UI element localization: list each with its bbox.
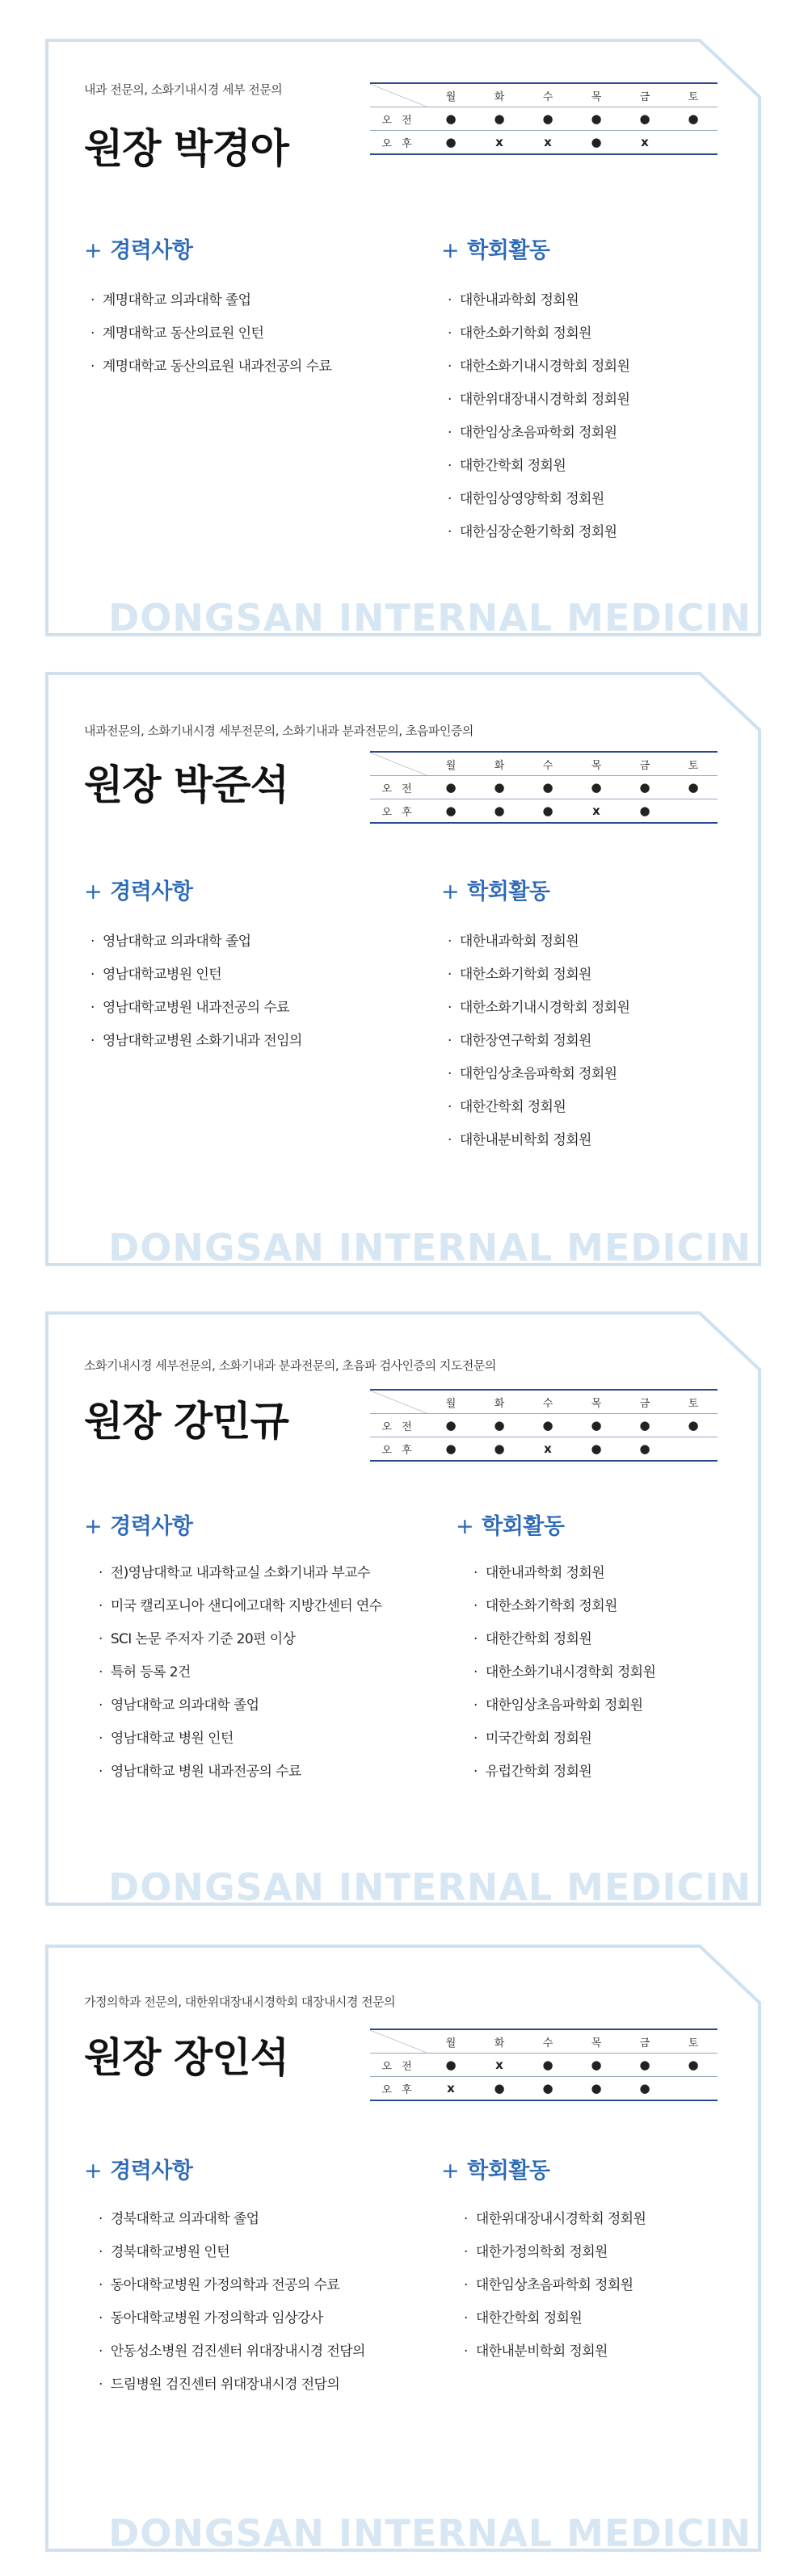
schedule-cell: ●	[475, 107, 524, 131]
schedule-cell: ●	[524, 776, 572, 799]
schedule-cell: ●	[621, 1437, 669, 1462]
society-heading	[456, 1508, 564, 1540]
list-item: · 대한가정의학회 정회원	[464, 2236, 646, 2269]
day-label: 화	[475, 752, 524, 776]
doctor-subtitle: 내과 전문의, 소화기내시경 세부 전문의	[84, 82, 283, 97]
list-item: · SCI 논문 주저자 기준 20편 이상	[99, 1623, 381, 1656]
list-item: · 대한간학회 정회원	[448, 1091, 629, 1124]
career-list	[90, 925, 302, 1058]
day-label: 목	[572, 752, 621, 776]
day-label: 토	[669, 2029, 718, 2054]
society-heading	[441, 233, 549, 264]
watermark: DONGSAN INTERNAL MEDICIN	[108, 596, 751, 640]
list-item: · 대한소화기학회 정회원	[448, 317, 629, 350]
schedule-cell: ●	[475, 776, 524, 799]
list-item: · 대한간학회 정회원	[473, 1623, 655, 1656]
doctor-name: 원장 박경아	[84, 125, 288, 172]
society-heading	[441, 2153, 549, 2184]
society-list	[448, 284, 629, 549]
list-item: · 계명대학교 동산의료원 인턴	[90, 317, 331, 350]
schedule-cell: ●	[621, 1414, 669, 1437]
schedule-cell	[669, 1437, 718, 1462]
list-item: · 대한간학회 정회원	[448, 450, 629, 483]
schedule-pm-row	[370, 799, 718, 824]
list-item: · 미국간학회 정회원	[473, 1722, 655, 1756]
career-heading-label: 경력사항	[110, 238, 193, 263]
career-list	[99, 2203, 365, 2402]
list-item: · 영남대학교 의과대학 졸업	[99, 1689, 381, 1722]
schedule-cell: ●	[427, 1414, 475, 1437]
list-item: · 대한임상영양학회 정회원	[448, 483, 629, 516]
list-item: · 영남대학교 병원 내과전공의 수료	[99, 1756, 381, 1789]
schedule-cell: ●	[621, 2077, 669, 2101]
schedule-corner	[370, 2029, 427, 2054]
plus-icon: +	[84, 238, 103, 263]
schedule-am-row	[370, 107, 718, 131]
career-list	[99, 1557, 381, 1789]
doctor-subtitle: 소화기내시경 세부전문의, 소화기내과 분과전문의, 초음파 검사인증의 지도전문의	[84, 1358, 496, 1373]
schedule-cell: ●	[475, 1437, 524, 1462]
schedule-table	[370, 1389, 718, 1462]
schedule-table	[370, 2028, 718, 2101]
schedule-cell: ●	[621, 107, 669, 131]
schedule-cell: x	[475, 2054, 524, 2077]
schedule-cell: x	[524, 131, 572, 155]
society-heading-label: 학회활동	[467, 879, 550, 904]
am-label: 오 전	[370, 776, 427, 799]
list-item: · 영남대학교 병원 인턴	[99, 1722, 381, 1756]
day-label: 토	[669, 752, 718, 776]
schedule-header-row	[370, 752, 718, 776]
list-item: · 영남대학교 의과대학 졸업	[90, 925, 302, 959]
doctor-name: 원장 장인석	[84, 2034, 288, 2081]
list-item: · 대한소화기내시경학회 정회원	[448, 992, 629, 1025]
schedule-corner	[370, 83, 427, 107]
day-label: 수	[524, 2029, 572, 2054]
list-item: · 동아대학교병원 가정의학과 임상강사	[99, 2302, 365, 2335]
watermark: DONGSAN INTERNAL MEDICIN	[108, 1226, 751, 1269]
doctor-card-1	[45, 39, 761, 640]
career-heading	[84, 1508, 192, 1540]
watermark: DONGSAN INTERNAL MEDICIN	[108, 2511, 751, 2555]
schedule-cell	[669, 799, 718, 824]
schedule-pm-row	[370, 2077, 718, 2101]
day-label: 목	[572, 2029, 621, 2054]
schedule-cell: ●	[427, 1437, 475, 1462]
list-item: · 대한내과학회 정회원	[448, 925, 629, 959]
day-label: 월	[427, 2029, 475, 2054]
schedule-cell: ●	[572, 2054, 621, 2077]
list-item: · 특허 등록 2건	[99, 1656, 381, 1689]
schedule-cell: ●	[427, 799, 475, 824]
day-label: 월	[427, 83, 475, 107]
schedule-cell: ●	[621, 2054, 669, 2077]
career-heading-label: 경력사항	[110, 2159, 193, 2184]
list-item: · 대한내과학회 정회원	[473, 1557, 655, 1590]
career-heading-label: 경력사항	[110, 879, 193, 904]
pm-label: 오 후	[370, 1437, 427, 1462]
day-label: 토	[669, 1390, 718, 1414]
schedule-cell: ●	[524, 799, 572, 824]
list-item: · 영남대학교병원 인턴	[90, 959, 302, 992]
list-item: · 대한임상초음파학회 정회원	[464, 2269, 646, 2302]
day-label: 월	[427, 1390, 475, 1414]
schedule-cell: ●	[572, 1414, 621, 1437]
career-heading	[84, 2153, 192, 2184]
list-item: · 대한장연구학회 정회원	[448, 1025, 629, 1058]
list-item: · 대한위대장내시경학회 정회원	[448, 384, 629, 417]
society-list	[448, 925, 629, 1157]
schedule-cell: ●	[524, 2054, 572, 2077]
schedule-cell: ●	[427, 776, 475, 799]
schedule-cell: ●	[669, 776, 718, 799]
list-item: · 대한임상초음파학회 정회원	[448, 1058, 629, 1091]
doctor-card-4	[45, 1945, 761, 2555]
schedule-cell: ●	[427, 131, 475, 155]
list-item: · 대한소화기내시경학회 정회원	[473, 1656, 655, 1689]
schedule-cell: ●	[475, 799, 524, 824]
day-label: 목	[572, 1390, 621, 1414]
list-item: · 대한소화기학회 정회원	[473, 1590, 655, 1623]
society-heading-label: 학회활동	[482, 1514, 565, 1539]
day-label: 수	[524, 752, 572, 776]
pm-label: 오 후	[370, 799, 427, 824]
schedule-cell: x	[475, 131, 524, 155]
day-label: 월	[427, 752, 475, 776]
schedule-cell: ●	[524, 2077, 572, 2101]
doctor-card-3	[45, 1311, 761, 1909]
day-label: 목	[572, 83, 621, 107]
schedule-cell: ●	[669, 1414, 718, 1437]
schedule-pm-row	[370, 131, 718, 155]
career-heading	[84, 233, 192, 264]
schedule-cell: ●	[475, 2077, 524, 2101]
schedule-cell: ●	[572, 1437, 621, 1462]
schedule-am-row	[370, 776, 718, 799]
am-label: 오 전	[370, 107, 427, 131]
career-heading	[84, 874, 192, 905]
schedule-cell: x	[572, 799, 621, 824]
list-item: · 계명대학교 동산의료원 내과전공의 수료	[90, 350, 331, 384]
doctor-subtitle: 내과전문의, 소화기내시경 세부전문의, 소화기내과 분과전문의, 초음파인증의	[84, 724, 473, 738]
schedule-cell: ●	[524, 1414, 572, 1437]
plus-icon: +	[441, 879, 460, 904]
day-label: 화	[475, 1390, 524, 1414]
society-heading-label: 학회활동	[467, 2159, 550, 2184]
day-label: 금	[621, 83, 669, 107]
plus-icon: +	[441, 2159, 460, 2184]
schedule-cell: ●	[572, 107, 621, 131]
day-label: 화	[475, 83, 524, 107]
list-item: · 영남대학교병원 내과전공의 수료	[90, 992, 302, 1025]
schedule-cell	[669, 2077, 718, 2101]
schedule-table	[370, 82, 718, 155]
career-heading-label: 경력사항	[110, 1514, 193, 1539]
schedule-cell: ●	[669, 2054, 718, 2077]
schedule-cell: ●	[572, 776, 621, 799]
doctor-card-2	[45, 672, 761, 1269]
schedule-cell: ●	[427, 2054, 475, 2077]
list-item: · 경북대학교병원 인턴	[99, 2236, 365, 2269]
list-item: · 동아대학교병원 가정의학과 전공의 수료	[99, 2269, 365, 2302]
schedule-pm-row	[370, 1437, 718, 1462]
schedule-corner	[370, 1390, 427, 1414]
schedule-table	[370, 751, 718, 824]
list-item: · 드림병원 검진센터 위대장내시경 전담의	[99, 2368, 365, 2402]
plus-icon: +	[84, 2159, 103, 2184]
list-item: · 대한간학회 정회원	[464, 2302, 646, 2335]
schedule-header-row	[370, 2029, 718, 2054]
list-item: · 경북대학교 의과대학 졸업	[99, 2203, 365, 2236]
plus-icon: +	[456, 1514, 474, 1539]
list-item: · 대한소화기학회 정회원	[448, 959, 629, 992]
list-item: · 계명대학교 의과대학 졸업	[90, 284, 331, 317]
schedule-cell: ●	[572, 2077, 621, 2101]
schedule-cell: x	[427, 2077, 475, 2101]
doctor-name: 원장 강민규	[84, 1398, 288, 1445]
schedule-am-row	[370, 1414, 718, 1437]
day-label: 화	[475, 2029, 524, 2054]
society-list	[464, 2203, 646, 2368]
society-list	[473, 1557, 655, 1789]
schedule-cell: ●	[621, 799, 669, 824]
list-item: · 대한위대장내시경학회 정회원	[464, 2203, 646, 2236]
list-item: · 대한임상초음파학회 정회원	[448, 417, 629, 450]
am-label: 오 전	[370, 1414, 427, 1437]
list-item: · 대한소화기내시경학회 정회원	[448, 350, 629, 384]
list-item: · 전)영남대학교 내과학교실 소화기내과 부교수	[99, 1557, 381, 1590]
am-label: 오 전	[370, 2054, 427, 2077]
schedule-cell: x	[524, 1437, 572, 1462]
schedule-corner	[370, 752, 427, 776]
pm-label: 오 후	[370, 2077, 427, 2101]
list-item: · 대한내분비학회 정회원	[448, 1124, 629, 1157]
list-item: · 대한내과학회 정회원	[448, 284, 629, 317]
day-label: 수	[524, 1390, 572, 1414]
schedule-cell: ●	[621, 776, 669, 799]
day-label: 금	[621, 752, 669, 776]
list-item: · 영남대학교병원 소화기내과 전임의	[90, 1025, 302, 1058]
list-item: · 유럽간학회 정회원	[473, 1756, 655, 1789]
pm-label: 오 후	[370, 131, 427, 155]
day-label: 토	[669, 83, 718, 107]
schedule-cell: ●	[669, 107, 718, 131]
day-label: 수	[524, 83, 572, 107]
schedule-cell: ●	[427, 107, 475, 131]
plus-icon: +	[441, 238, 460, 263]
society-heading	[441, 874, 549, 905]
schedule-am-row	[370, 2054, 718, 2077]
schedule-cell: ●	[475, 1414, 524, 1437]
doctor-name: 원장 박준석	[84, 761, 288, 808]
watermark: DONGSAN INTERNAL MEDICIN	[108, 1865, 751, 1909]
day-label: 금	[621, 1390, 669, 1414]
society-heading-label: 학회활동	[467, 238, 550, 263]
list-item: · 대한임상초음파학회 정회원	[473, 1689, 655, 1722]
day-label: 금	[621, 2029, 669, 2054]
schedule-cell: ●	[572, 131, 621, 155]
list-item: · 안동성소병원 검진센터 위대장내시경 전담의	[99, 2335, 365, 2368]
list-item: · 대한심장순환기학회 정회원	[448, 516, 629, 549]
plus-icon: +	[84, 879, 103, 904]
schedule-cell	[669, 131, 718, 155]
list-item: · 대한내분비학회 정회원	[464, 2335, 646, 2368]
plus-icon: +	[84, 1514, 103, 1539]
schedule-header-row	[370, 1390, 718, 1414]
list-item: · 미국 캘리포니아 샌디에고대학 지방간센터 연수	[99, 1590, 381, 1623]
schedule-cell: x	[621, 131, 669, 155]
career-list	[90, 284, 331, 384]
schedule-cell: ●	[524, 107, 572, 131]
doctor-subtitle: 가정의학과 전문의, 대한위대장내시경학회 대장내시경 전문의	[84, 1995, 396, 2009]
schedule-header-row	[370, 83, 718, 107]
